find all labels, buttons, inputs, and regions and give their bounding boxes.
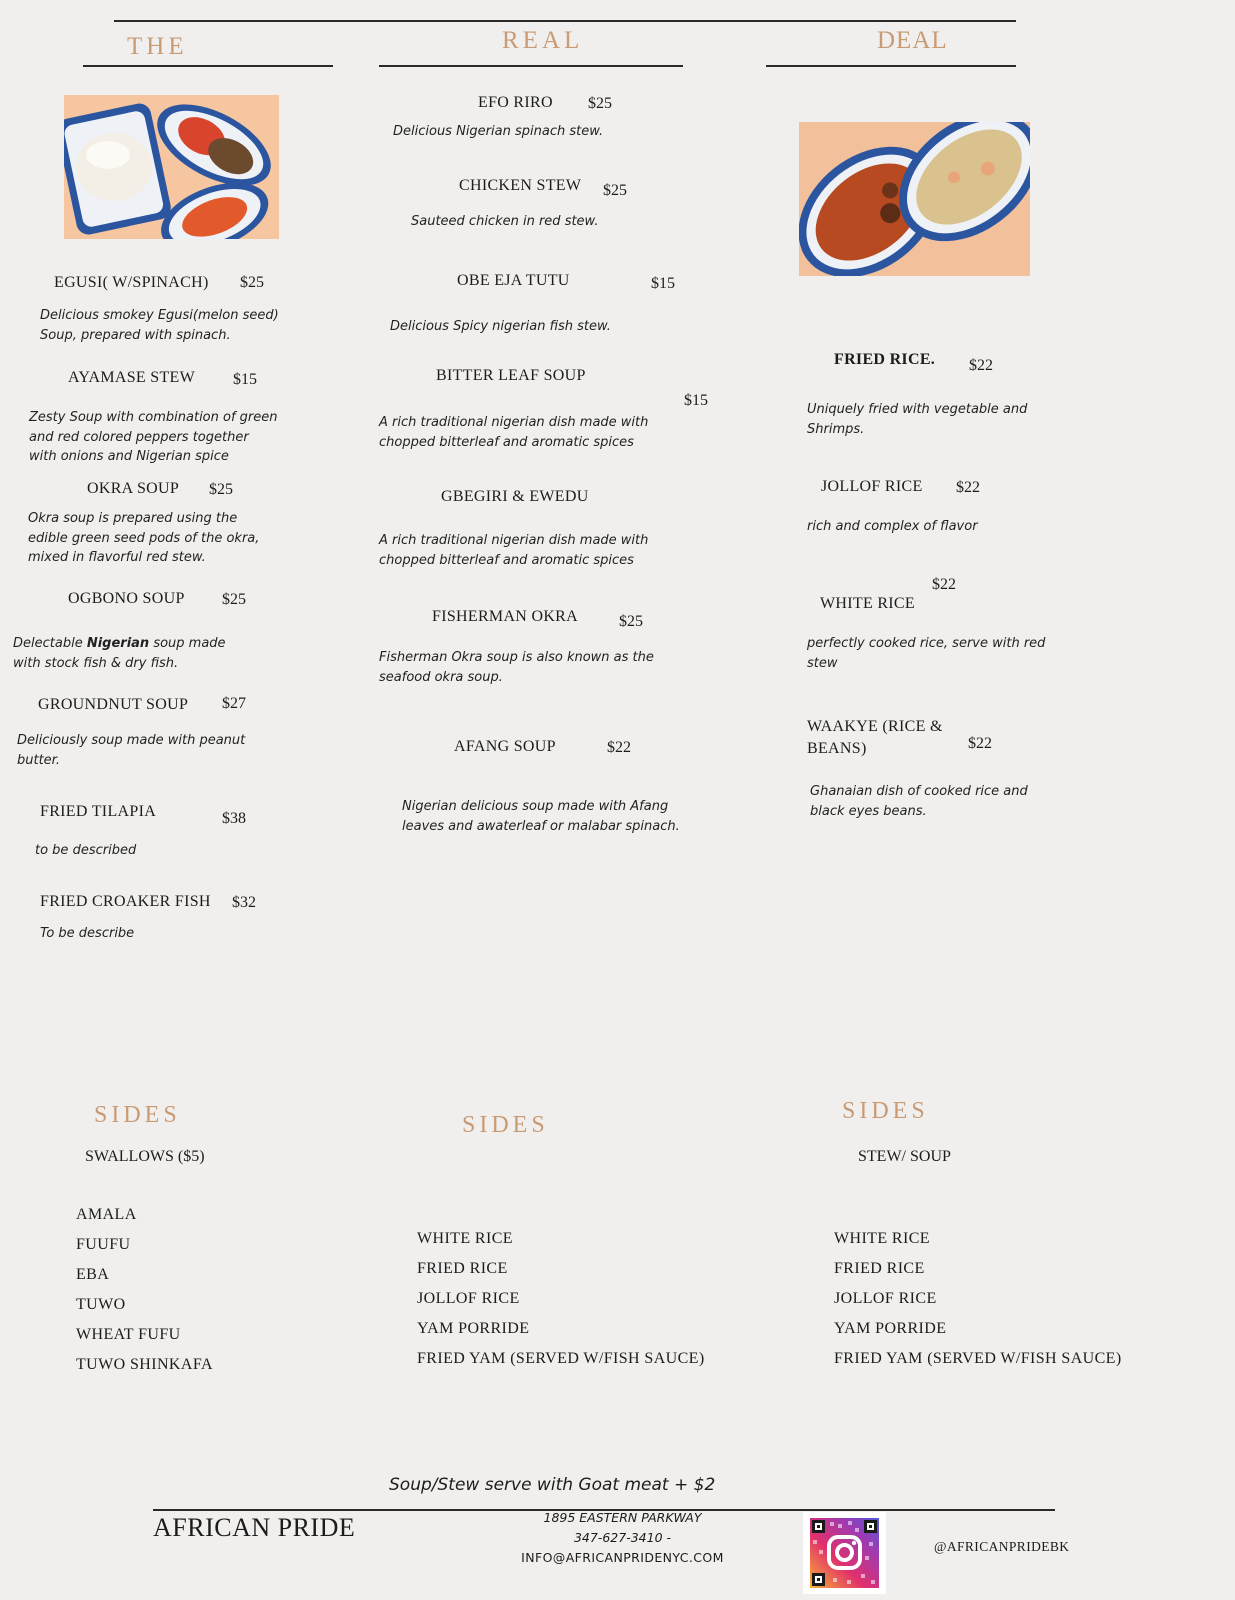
sides-list-right [834, 1224, 1122, 1374]
sides-list-swallows [76, 1200, 213, 1380]
menu-item-description: A rich traditional nigerian dish made with chopped bitterleaf and aromatic spices [379, 533, 649, 568]
header-word-real: REAL [502, 27, 584, 54]
sides-subtitle-swallows: SWALLOWS ($5) [85, 1148, 205, 1165]
top-rule [114, 20, 1016, 22]
list-item: TUWO [76, 1296, 126, 1313]
brand-name: AFRICAN PRIDE [153, 1513, 356, 1542]
menu-item-price: $25 [619, 613, 643, 630]
list-item: JOLLOF RICE [834, 1290, 937, 1307]
header-word-deal: DEAL [877, 27, 948, 54]
menu-item-description: To be describe [40, 926, 135, 941]
menu-item-description: Okra soup is prepared using the edible green seed pods of the okra, mixed in flavorful red stew. [28, 511, 260, 565]
menu-item-price: $32 [232, 894, 256, 911]
menu-item-price: $25 [222, 591, 246, 608]
header-word-the: THE [127, 33, 188, 60]
menu-item-name: FRIED CROAKER FISH [40, 893, 211, 910]
menu-item-price: $15 [651, 275, 675, 292]
menu-item-price: $22 [969, 357, 993, 374]
menu-item-description: Nigerian delicious soup made with Afang leaves and awaterleaf or malabar spinach. [402, 799, 680, 834]
phone-number[interactable]: 347-627-3410 - [573, 1530, 672, 1545]
list-item: FRIED YAM (SERVED W/FISH SAUCE) [834, 1350, 1122, 1367]
menu-item-name: FRIED RICE. [834, 351, 936, 368]
list-item: WHITE RICE [417, 1230, 513, 1247]
food-photo-rice-dishes [799, 122, 1030, 276]
menu-item-name: CHICKEN STEW [459, 177, 582, 194]
food-photo-fufu-stew [64, 95, 279, 239]
menu-item-description: Delicious smokey Egusi(melon seed) Soup, prepared with spinach. [40, 308, 279, 343]
menu-item-description: Fisherman Okra soup is also known as the seafood okra soup. [379, 650, 654, 685]
list-item: YAM PORRIDE [834, 1320, 947, 1337]
description-bold-text: Nigerian [86, 636, 150, 651]
menu-item-price: $27 [222, 695, 246, 712]
menu-item-name: BITTER LEAF SOUP [436, 367, 586, 384]
sides-heading-right: SIDES [842, 1098, 929, 1124]
menu-item-price: $25 [240, 274, 264, 291]
menu-item-price: $25 [603, 182, 627, 199]
menu-item-description: Zesty Soup with combination of green and red colored peppers together with onions and Nigerian spice [29, 410, 278, 464]
menu-item-description: Uniquely fried with vegetable and Shrimps. [807, 402, 1028, 437]
menu-item-name: WAAKYE (RICE & BEANS) [807, 718, 943, 757]
menu-item-name: GROUNDNUT SOUP [38, 696, 189, 713]
menu-item-name: AYAMASE STEW [68, 369, 196, 386]
header-underline-3 [766, 65, 1016, 67]
menu-item-name: OBE EJA TUTU [457, 272, 570, 289]
email-link[interactable]: INFO@AFRICANPRIDENYC.COM [521, 1550, 724, 1565]
sides-heading-left: SIDES [94, 1102, 181, 1128]
list-item: WHITE RICE [834, 1230, 930, 1247]
description-text: Delectable [13, 636, 87, 651]
header-underline-1 [83, 65, 333, 67]
instagram-handle[interactable]: @AFRICANPRIDEBK [934, 1539, 1070, 1554]
list-item: EBA [76, 1266, 110, 1283]
list-item: AMALA [76, 1206, 137, 1223]
menu-item-price: $15 [233, 371, 257, 388]
menu-item-name: WHITE RICE [820, 595, 915, 612]
menu-item-name: JOLLOF RICE [821, 478, 923, 495]
menu-item-description: to be described [35, 843, 137, 858]
menu-item-description [13, 634, 226, 673]
menu-item-description: Ghanaian dish of cooked rice and black eyes beans. [810, 784, 1028, 819]
menu-item-name: AFANG SOUP [454, 738, 556, 755]
menu-item-price: $38 [222, 810, 246, 827]
menu-item-price: $22 [968, 735, 992, 752]
menu-item-price: $25 [588, 95, 612, 112]
instagram-qr-code-icon[interactable] [803, 1512, 886, 1594]
menu-item-description: rich and complex of flavor [807, 519, 978, 534]
menu-item-name: EGUSI( W/SPINACH) [54, 274, 209, 291]
menu-item-description: A rich traditional nigerian dish made with chopped bitterleaf and aromatic spices [379, 415, 649, 450]
list-item: FUUFU [76, 1236, 131, 1253]
menu-item-name: OKRA SOUP [87, 480, 180, 497]
header-underline-2 [379, 65, 683, 67]
list-item: WHEAT FUFU [76, 1326, 181, 1343]
menu-item-price: $25 [209, 481, 233, 498]
list-item: TUWO SHINKAFA [76, 1356, 213, 1373]
address: 1895 EASTERN PARKWAY [543, 1510, 702, 1525]
list-item: FRIED RICE [417, 1260, 508, 1277]
menu-item-price: $15 [684, 392, 708, 409]
contact-block [500, 1508, 745, 1568]
sides-heading-middle: SIDES [462, 1112, 549, 1138]
list-item: YAM PORRIDE [417, 1320, 530, 1337]
menu-item-description: perfectly cooked rice, serve with red stew [807, 636, 1046, 671]
goat-meat-note: Soup/Stew serve with Goat meat + $2 [389, 1475, 716, 1495]
description-text: soup made with stock fish & dry fish. [13, 636, 226, 671]
sides-subtitle-stew-soup: STEW/ SOUP [858, 1148, 951, 1165]
menu-item-name: OGBONO SOUP [68, 590, 185, 607]
menu-item-price: $22 [607, 739, 631, 756]
menu-item-description: Deliciously soup made with peanut butter. [17, 733, 246, 768]
list-item: JOLLOF RICE [417, 1290, 520, 1307]
menu-item-name: GBEGIRI & EWEDU [441, 488, 589, 505]
menu-item-description: Delicious Spicy nigerian fish stew. [390, 319, 611, 334]
menu-item-price: $22 [932, 576, 956, 593]
menu-item-description: Sauteed chicken in red stew. [411, 214, 599, 229]
menu-item-name: FISHERMAN OKRA [432, 608, 578, 625]
menu-item-price: $22 [956, 479, 980, 496]
menu-item-description: Delicious Nigerian spinach stew. [393, 124, 604, 139]
menu-item-name: FRIED TILAPIA [40, 803, 157, 820]
list-item: FRIED RICE [834, 1260, 925, 1277]
sides-list-middle [417, 1224, 705, 1374]
menu-item-name: EFO RIRO [478, 94, 553, 111]
list-item: FRIED YAM (SERVED W/FISH SAUCE) [417, 1350, 705, 1367]
